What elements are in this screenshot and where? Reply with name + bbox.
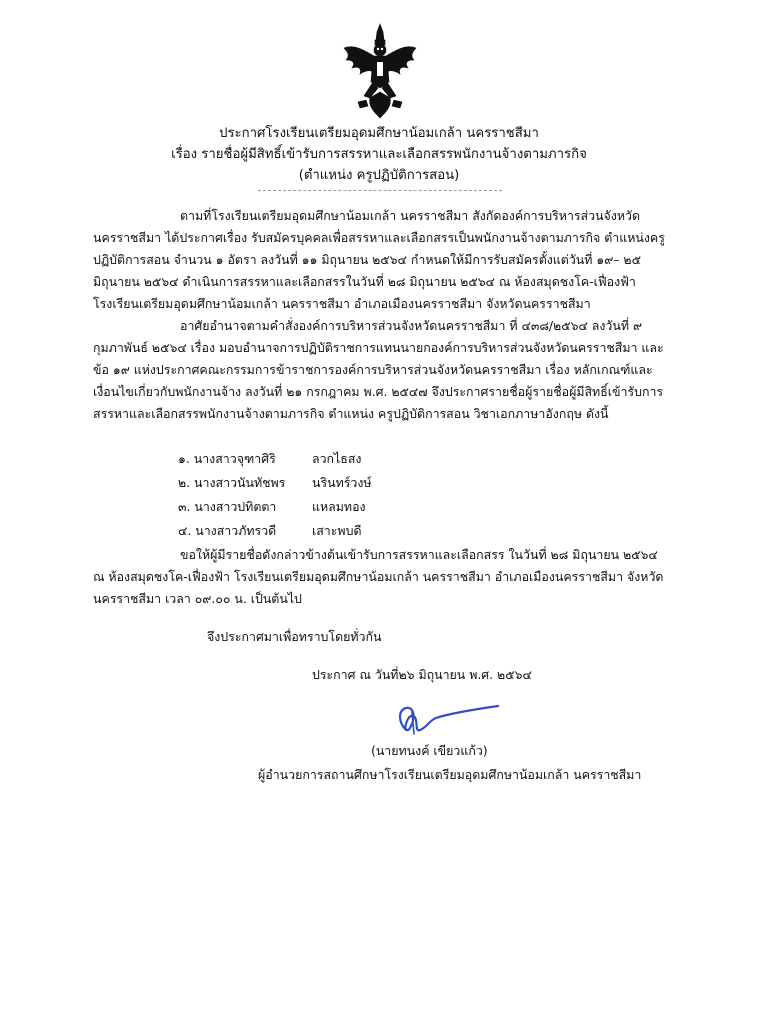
garuda-emblem-icon (340, 22, 420, 120)
paragraph-line: โรงเรียนเตรียมอุดมศึกษาน้อมเกล้า นครราชสีมา อำเภอเมืองนครราชสีมา จังหวัดนครราชสีมา (93, 296, 591, 311)
handwritten-signature (392, 700, 502, 740)
candidate-surname: แหลมทอง (312, 499, 366, 514)
paragraph-line: อาศัยอำนาจตามคำสั่งองค์การบริหารส่วนจังหวัดนครราชสีมา ที่ ๔๓๘/๒๕๖๔ ลงวันที่ ๙ (180, 318, 643, 333)
closing-statement: จึงประกาศมาเพื่อทราบโดยทั่วกัน (207, 629, 382, 644)
candidate-name: ๓. นางสาวปทิตตา (178, 499, 277, 514)
paragraph-background (93, 205, 673, 315)
announcement-header (0, 123, 758, 186)
announcement-title: ประกาศโรงเรียนเตรียมอุดมศึกษาน้อมเกล้า นครราชสีมา (219, 126, 539, 141)
paragraph-line: ตามที่โรงเรียนเตรียมอุดมศึกษาน้อมเกล้า นครราชสีมา สังกัดองค์การบริหารส่วนจังหวัด (180, 208, 641, 223)
list-item (178, 447, 372, 471)
paragraph-authority (93, 315, 673, 425)
candidate-list (178, 447, 372, 543)
signer-title: ผู้อำนวยการสถานศึกษาโรงเรียนเตรียมอุดมศึกษาน้อมเกล้า นครราชสีมา (258, 767, 642, 782)
signer-name: (นายทนงค์ เขียวแก้ว) (371, 743, 488, 758)
list-item (178, 471, 372, 495)
announcement-position: (ตำแหน่ง ครูปฏิบัติการสอน) (298, 168, 460, 183)
announcement-subject: เรื่อง รายชื่อผู้มีสิทธิ์เข้ารับการสรรหาและเลือกสรรพนักงานจ้างตามภารกิจ (171, 147, 587, 162)
paragraph-instructions (93, 544, 673, 610)
announcement-date: ประกาศ ณ วันที่๒๖ มิถุนายน พ.ศ. ๒๕๖๔ (312, 667, 532, 682)
header-divider (258, 190, 502, 191)
candidate-name: ๔. นางสาวภัทรวดี (178, 523, 277, 538)
candidate-surname: เสาะพบดี (312, 523, 362, 538)
paragraph-line: นครราชสีมา ได้ประกาศเรื่อง รับสมัครบุคคลเพื่อสรรหาและเลือกสรรเป็นพนักงานจ้างตามภารกิจ ตำแหน่งครู (93, 230, 665, 245)
list-item (178, 495, 372, 519)
paragraph-line: เงื่อนไขเกี่ยวกับพนักงานจ้าง ลงวันที่ ๒๑ กรกฎาคม พ.ศ. ๒๕๔๗ จึงประกาศรายชื่อผู้รายชื่อผู้มีสิทธิ์เข้ารับการ (93, 384, 664, 399)
candidate-name: ๒. นางสาวนันทัชพร (178, 475, 286, 490)
candidate-surname: นรินทร์วงษ์ (312, 475, 372, 490)
paragraph-line: ขอให้ผู้มีรายชื่อดังกล่าวข้างต้นเข้ารับการสรรหาและเลือกสรร ในวันที่ ๒๘ มิถุนายน ๒๕๖๔ (180, 547, 658, 562)
list-item (178, 519, 372, 543)
paragraph-line: ข้อ ๑๙ แห่งประกาศคณะกรรมการข้าราชการองค์การบริหารส่วนจังหวัดนครราชสีมา เรื่อง หลักเกณฑ์และ (93, 362, 653, 377)
candidate-name: ๑. นางสาวจุฑาศิริ (178, 451, 276, 466)
paragraph-line: สรรหาและเลือกสรรพนักงานจ้างตามภารกิจ ตำแหน่ง ครูปฏิบัติการสอน วิชาเอกภาษาอังกฤษ ดังนี้ (93, 406, 609, 421)
paragraph-line: นครราชสีมา เวลา ๐๙.๐๐ น. เป็นต้นไป (93, 591, 302, 606)
candidate-surname: ลวกไธสง (312, 451, 362, 466)
paragraph-line: มิถุนายน ๒๕๖๔ ดำเนินการสรรหาและเลือกสรรในวันที่ ๒๘ มิถุนายน ๒๕๖๔ ณ ห้องสมุดชงโค-เฟื่องฟ้า (93, 274, 636, 289)
paragraph-line: กุมภาพันธ์ ๒๕๖๔ เรื่อง มอบอำนาจการปฏิบัติราชการแทนนายกองค์การบริหารส่วนจังหวัดนครราชสีมา และ (93, 340, 664, 355)
paragraph-line: ณ ห้องสมุดชงโค-เฟื่องฟ้า โรงเรียนเตรียมอุดมศึกษาน้อมเกล้า นครราชสีมา อำเภอเมืองนครราชสีมา จังหวัด (93, 569, 664, 584)
paragraph-line: ปฏิบัติการสอน จำนวน ๑ อัตรา ลงวันที่ ๑๑ มิถุนายน ๒๕๖๔ กำหนดให้มีการรับสมัครตั้งแต่วันที่ ๑๙– ๒๕ (93, 252, 641, 267)
